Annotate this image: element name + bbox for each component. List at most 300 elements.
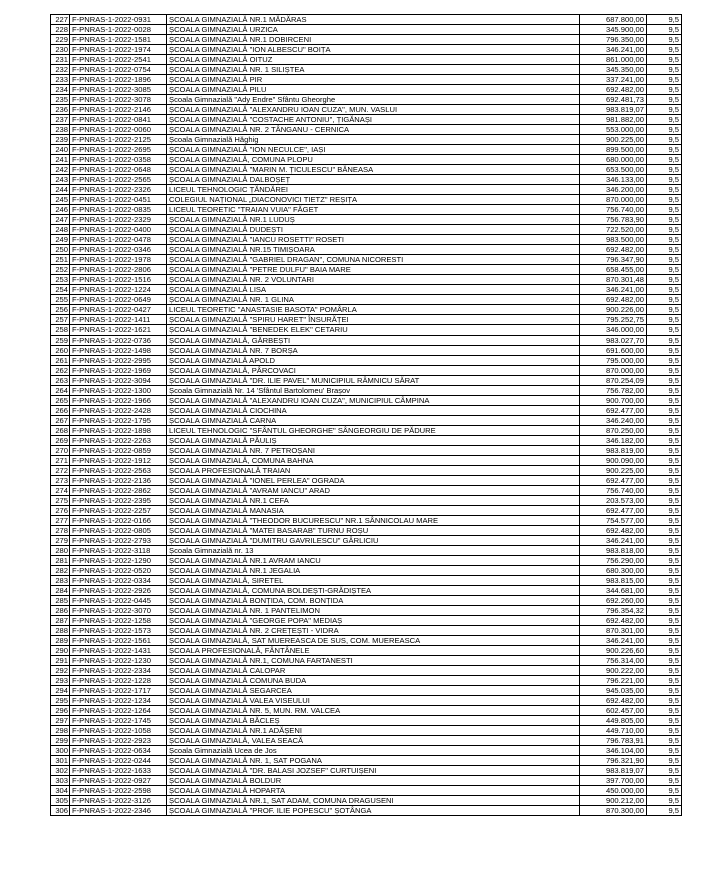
amount-cell: 796.321,90 — [580, 756, 647, 766]
row-number-cell: 295 — [51, 696, 70, 706]
row-number-cell: 246 — [51, 205, 70, 215]
project-code-cell: F-PNRAS-1-2022-2136 — [70, 475, 167, 485]
amount-cell: 449.805,00 — [580, 716, 647, 726]
amount-cell: 346.241,00 — [580, 285, 647, 295]
institution-name-cell: ȘCOALA GIMNAZIALĂ NR. 1, SAT POGANA — [167, 756, 580, 766]
project-code-cell: F-PNRAS-1-2022-1898 — [70, 425, 167, 435]
institution-name-cell: ȘCOALA GIMNAZIALĂ OITUZ — [167, 55, 580, 65]
amount-cell: 796.221,00 — [580, 676, 647, 686]
row-number-cell: 262 — [51, 365, 70, 375]
score-cell: 9,5 — [647, 385, 682, 395]
amount-cell: 692.482,00 — [580, 525, 647, 535]
table-row — [51, 535, 682, 545]
table-row — [51, 35, 682, 45]
row-number-cell: 255 — [51, 295, 70, 305]
score-cell: 9,5 — [647, 716, 682, 726]
score-cell: 9,5 — [647, 565, 682, 575]
institution-name-cell: ȘCOALA GIMNAZIALĂ, SIRETEL — [167, 575, 580, 585]
amount-cell: 756.740,00 — [580, 205, 647, 215]
amount-cell: 899.500,00 — [580, 145, 647, 155]
table-row — [51, 485, 682, 495]
score-cell: 9,5 — [647, 645, 682, 655]
project-code-cell: F-PNRAS-1-2022-1258 — [70, 615, 167, 625]
table-row — [51, 255, 682, 265]
amount-cell: 553.000,00 — [580, 125, 647, 135]
amount-cell: 680.000,00 — [580, 155, 647, 165]
project-code-cell: F-PNRAS-1-2022-2334 — [70, 666, 167, 676]
row-number-cell: 239 — [51, 135, 70, 145]
amount-cell: 346.133,00 — [580, 175, 647, 185]
project-code-cell: F-PNRAS-1-2022-2995 — [70, 355, 167, 365]
institution-name-cell: ȘCOALA GIMNAZIALĂ "BENEDEK ELEK" CETARIU — [167, 325, 580, 335]
table-row — [51, 275, 682, 285]
institution-name-cell: ȘCOALA GIMNAZIALĂ LISA — [167, 285, 580, 295]
amount-cell: 870.000,00 — [580, 195, 647, 205]
project-code-cell: F-PNRAS-1-2022-0346 — [70, 245, 167, 255]
amount-cell: 983.819,07 — [580, 105, 647, 115]
amount-cell: 346.241,00 — [580, 635, 647, 645]
institution-name-cell: ȘCOALA GIMNAZIALĂ NR. 7 BORȘA — [167, 345, 580, 355]
amount-cell: 756.782,00 — [580, 385, 647, 395]
score-cell: 9,5 — [647, 726, 682, 736]
score-cell: 9,5 — [647, 265, 682, 275]
table-row — [51, 766, 682, 776]
row-number-cell: 250 — [51, 245, 70, 255]
amount-cell: 900.226,00 — [580, 305, 647, 315]
institution-name-cell: ȘCOALA GIMNAZIALĂ SEGARCEA — [167, 686, 580, 696]
score-cell: 9,5 — [647, 615, 682, 625]
score-cell: 9,5 — [647, 185, 682, 195]
table-row — [51, 666, 682, 676]
project-code-cell: F-PNRAS-1-2022-1969 — [70, 365, 167, 375]
score-cell: 9,5 — [647, 85, 682, 95]
project-code-cell: F-PNRAS-1-2022-1621 — [70, 325, 167, 335]
amount-cell: 692.482,00 — [580, 696, 647, 706]
project-code-cell: F-PNRAS-1-2022-0634 — [70, 746, 167, 756]
institution-name-cell: LICEUL TEORETIC "ANASTASIE BASOTA" POMÂRLA — [167, 305, 580, 315]
row-number-cell: 272 — [51, 465, 70, 475]
row-number-cell: 258 — [51, 325, 70, 335]
score-cell: 9,5 — [647, 355, 682, 365]
amount-cell: 795.252,75 — [580, 315, 647, 325]
score-cell: 9,5 — [647, 736, 682, 746]
score-cell: 9,5 — [647, 525, 682, 535]
table-row — [51, 635, 682, 645]
amount-cell: 756.740,00 — [580, 485, 647, 495]
table-row — [51, 375, 682, 385]
institution-name-cell: ȘCOALA GIMNAZIALĂ "MARIN M. ȚICULESCU" BĂNEASA — [167, 165, 580, 175]
institution-name-cell: ȘCOALA GIMNAZIALĂ "GABRIEL DRAGAN", COMUNA NICORESTI — [167, 255, 580, 265]
project-code-cell: F-PNRAS-1-2022-1228 — [70, 676, 167, 686]
table-row — [51, 696, 682, 706]
institution-name-cell: Școala Gimnazială "Ady Endre" Sfântu Gheorghe — [167, 95, 580, 105]
table-row — [51, 125, 682, 135]
table-row — [51, 365, 682, 375]
amount-cell: 870.000,00 — [580, 365, 647, 375]
project-code-cell: F-PNRAS-1-2022-0166 — [70, 515, 167, 525]
table-row — [51, 95, 682, 105]
amount-cell: 796.350,00 — [580, 35, 647, 45]
project-code-cell: F-PNRAS-1-2022-1431 — [70, 645, 167, 655]
row-number-cell: 263 — [51, 375, 70, 385]
institution-name-cell: ȘCOALA GIMNAZIALĂ, COMUNA BAHNA — [167, 455, 580, 465]
score-cell: 9,5 — [647, 746, 682, 756]
table-row — [51, 415, 682, 425]
project-code-cell: F-PNRAS-1-2022-1966 — [70, 395, 167, 405]
amount-cell: 870.250,00 — [580, 425, 647, 435]
score-cell: 9,5 — [647, 345, 682, 355]
row-number-cell: 274 — [51, 485, 70, 495]
project-code-cell: F-PNRAS-1-2022-1717 — [70, 686, 167, 696]
row-number-cell: 257 — [51, 315, 70, 325]
project-code-cell: F-PNRAS-1-2022-2428 — [70, 405, 167, 415]
institution-name-cell: ȘCOALA GIMNAZIALĂ NR. 7 PETROȘANI — [167, 445, 580, 455]
score-cell: 9,5 — [647, 786, 682, 796]
institution-name-cell: ȘCOALA GIMNAZIALĂ NR. 1 PANTELIMON — [167, 605, 580, 615]
institution-name-cell: ȘCOALA GIMNAZIALĂ MANASIA — [167, 505, 580, 515]
project-code-cell: F-PNRAS-1-2022-0334 — [70, 575, 167, 585]
table-row — [51, 565, 682, 575]
row-number-cell: 251 — [51, 255, 70, 265]
institution-name-cell: ȘCOALA GIMNAZIALĂ NR.1 ADĂȘENI — [167, 726, 580, 736]
institution-name-cell: ȘCOALA GIMNAZIALĂ BOLDUR — [167, 776, 580, 786]
table-row — [51, 235, 682, 245]
table-row — [51, 245, 682, 255]
project-code-cell: F-PNRAS-1-2022-2326 — [70, 185, 167, 195]
score-cell: 9,5 — [647, 45, 682, 55]
table-row — [51, 585, 682, 595]
amount-cell: 900.212,00 — [580, 796, 647, 806]
institution-name-cell: ȘCOALA GIMNAZIALĂ "THEODOR BUCURESCU" NR.1 SÂNNICOLAU MARE — [167, 515, 580, 525]
project-code-cell: F-PNRAS-1-2022-2923 — [70, 736, 167, 746]
score-cell: 9,5 — [647, 195, 682, 205]
score-cell: 9,5 — [647, 575, 682, 585]
row-number-cell: 260 — [51, 345, 70, 355]
score-cell: 9,5 — [647, 255, 682, 265]
institution-name-cell: ȘCOALA GIMNAZIALĂ NR.1 AVRAM IANCU — [167, 555, 580, 565]
score-cell: 9,5 — [647, 95, 682, 105]
score-cell: 9,5 — [647, 135, 682, 145]
row-number-cell: 268 — [51, 425, 70, 435]
institution-name-cell: LICEUL TEORETIC "TRAIAN VUIA" FĂGET — [167, 205, 580, 215]
amount-cell: 692.482,00 — [580, 85, 647, 95]
row-number-cell: 237 — [51, 115, 70, 125]
score-cell: 9,5 — [647, 25, 682, 35]
table-row — [51, 285, 682, 295]
table-row — [51, 475, 682, 485]
amount-cell: 687.800,00 — [580, 15, 647, 25]
project-code-cell: F-PNRAS-1-2022-2125 — [70, 135, 167, 145]
table-row — [51, 545, 682, 555]
institution-name-cell: Școala Gimnazială Nr. 14 'Sfântul Bartolomeu' Brașov — [167, 385, 580, 395]
score-cell: 9,5 — [647, 115, 682, 125]
row-number-cell: 286 — [51, 605, 70, 615]
score-cell: 9,5 — [647, 535, 682, 545]
institution-name-cell: ȘCOALA GIMNAZIALĂ "DR. BALASI JOZSEF" CURTUIȘENI — [167, 766, 580, 776]
score-cell: 9,5 — [647, 335, 682, 345]
institution-name-cell: ȘCOALA GIMNAZIALĂ DUDEȘTI — [167, 225, 580, 235]
row-number-cell: 267 — [51, 415, 70, 425]
table-row — [51, 345, 682, 355]
row-number-cell: 302 — [51, 766, 70, 776]
row-number-cell: 227 — [51, 15, 70, 25]
institution-name-cell: ȘCOALA GIMNAZIALĂ BĂCLEȘ — [167, 716, 580, 726]
amount-cell: 691.600,00 — [580, 345, 647, 355]
table-row — [51, 656, 682, 666]
amount-cell: 900.226,60 — [580, 645, 647, 655]
institution-name-cell: ȘCOALA GIMNAZIALĂ HOPARTA — [167, 786, 580, 796]
institution-name-cell: ȘCOALA GIMNAZIALĂ NR.1 CEFA — [167, 495, 580, 505]
row-number-cell: 294 — [51, 686, 70, 696]
row-number-cell: 271 — [51, 455, 70, 465]
project-code-cell: F-PNRAS-1-2022-0244 — [70, 756, 167, 766]
institution-name-cell: ȘCOALA GIMNAZIALĂ "ALEXANDRU IOAN CUZA", MUNICIPIUL CÂMPINA — [167, 395, 580, 405]
score-cell: 9,5 — [647, 495, 682, 505]
institution-name-cell: ȘCOALA GIMNAZIALĂ CALOPAR — [167, 666, 580, 676]
project-code-cell: F-PNRAS-1-2022-1058 — [70, 726, 167, 736]
amount-cell: 983.818,00 — [580, 545, 647, 555]
score-cell: 9,5 — [647, 686, 682, 696]
institution-name-cell: ȘCOALA GIMNAZIALĂ NR.1 MĂDĂRAS — [167, 15, 580, 25]
amount-cell: 692.481,73 — [580, 95, 647, 105]
score-cell: 9,5 — [647, 285, 682, 295]
row-number-cell: 253 — [51, 275, 70, 285]
row-number-cell: 256 — [51, 305, 70, 315]
table-row — [51, 676, 682, 686]
score-cell: 9,5 — [647, 425, 682, 435]
amount-cell: 795.000,00 — [580, 355, 647, 365]
amount-cell: 900.225,00 — [580, 135, 647, 145]
table-row — [51, 706, 682, 716]
table-row — [51, 495, 682, 505]
project-code-cell: F-PNRAS-1-2022-2926 — [70, 585, 167, 595]
row-number-cell: 244 — [51, 185, 70, 195]
amount-cell: 983.819,07 — [580, 766, 647, 776]
score-cell: 9,5 — [647, 325, 682, 335]
table-row — [51, 15, 682, 25]
amount-cell: 692.477,00 — [580, 475, 647, 485]
project-code-cell: F-PNRAS-1-2022-1573 — [70, 625, 167, 635]
row-number-cell: 276 — [51, 505, 70, 515]
amount-cell: 692.477,00 — [580, 405, 647, 415]
project-code-cell: F-PNRAS-1-2022-0427 — [70, 305, 167, 315]
amount-cell: 692.260,00 — [580, 595, 647, 605]
table-row — [51, 295, 682, 305]
row-number-cell: 241 — [51, 155, 70, 165]
table-row — [51, 525, 682, 535]
project-code-cell: F-PNRAS-1-2022-1411 — [70, 315, 167, 325]
row-number-cell: 282 — [51, 565, 70, 575]
projects-table-body — [51, 15, 682, 816]
table-row — [51, 686, 682, 696]
project-code-cell: F-PNRAS-1-2022-0835 — [70, 205, 167, 215]
institution-name-cell: ȘCOALA GIMNAZIALĂ "IONEL PERLEA" OGRADA — [167, 475, 580, 485]
project-code-cell: F-PNRAS-1-2022-2793 — [70, 535, 167, 545]
amount-cell: 945.035,00 — [580, 686, 647, 696]
institution-name-cell: Școala Gimnazială Ucea de Jos — [167, 746, 580, 756]
row-number-cell: 303 — [51, 776, 70, 786]
row-number-cell: 279 — [51, 535, 70, 545]
row-number-cell: 273 — [51, 475, 70, 485]
institution-name-cell: ȘCOALA GIMNAZIALĂ, SAT MUEREASCA DE SUS, COM. MUEREASCA — [167, 635, 580, 645]
table-row — [51, 425, 682, 435]
institution-name-cell: ȘCOALA GIMNAZIALĂ CARNA — [167, 415, 580, 425]
amount-cell: 983.500,00 — [580, 235, 647, 245]
table-row — [51, 305, 682, 315]
amount-cell: 981.882,00 — [580, 115, 647, 125]
score-cell: 9,5 — [647, 796, 682, 806]
score-cell: 9,5 — [647, 445, 682, 455]
project-code-cell: F-PNRAS-1-2022-1230 — [70, 656, 167, 666]
score-cell: 9,5 — [647, 555, 682, 565]
institution-name-cell: ȘCOALA GIMNAZIALĂ CIOCHINA — [167, 405, 580, 415]
institution-name-cell: ȘCOALA GIMNAZIALĂ "PETRE DULFU" BAIA MARE — [167, 265, 580, 275]
score-cell: 9,5 — [647, 635, 682, 645]
project-code-cell: F-PNRAS-1-2022-0445 — [70, 595, 167, 605]
table-row — [51, 625, 682, 635]
row-number-cell: 289 — [51, 635, 70, 645]
institution-name-cell: ȘCOALA GIMNAZIALĂ PIR — [167, 75, 580, 85]
institution-name-cell: ȘCOALA GIMNAZIALĂ COMUNA BUDA — [167, 676, 580, 686]
score-cell: 9,5 — [647, 395, 682, 405]
institution-name-cell: ȘCOALA GIMNAZIALĂ "ION ALBESCU" BOIȚA — [167, 45, 580, 55]
table-row — [51, 645, 682, 655]
row-number-cell: 293 — [51, 676, 70, 686]
row-number-cell: 234 — [51, 85, 70, 95]
score-cell: 9,5 — [647, 515, 682, 525]
project-code-cell: F-PNRAS-1-2022-0927 — [70, 776, 167, 786]
institution-name-cell: ȘCOALA GIMNAZIALĂ NR.1 JEGALIA — [167, 565, 580, 575]
project-code-cell: F-PNRAS-1-2022-1745 — [70, 716, 167, 726]
row-number-cell: 281 — [51, 555, 70, 565]
institution-name-cell: ȘCOALA GIMNAZIALĂ, COMUNA PLOPU — [167, 155, 580, 165]
score-cell: 9,5 — [647, 235, 682, 245]
row-number-cell: 305 — [51, 796, 70, 806]
row-number-cell: 230 — [51, 45, 70, 55]
institution-name-cell: ȘCOALA GIMNAZIALĂ, COMUNA BOLDEȘTI-GRĂDIȘTEA — [167, 585, 580, 595]
amount-cell: 346.241,00 — [580, 45, 647, 55]
amount-cell: 345.350,00 — [580, 65, 647, 75]
amount-cell: 983.027,70 — [580, 335, 647, 345]
table-row — [51, 325, 682, 335]
score-cell: 9,5 — [647, 415, 682, 425]
institution-name-cell: ȘCOALA GIMNAZIALĂ VALEA VISEULUI — [167, 696, 580, 706]
score-cell: 9,5 — [647, 15, 682, 25]
amount-cell: 653.500,00 — [580, 165, 647, 175]
amount-cell: 346.000,00 — [580, 325, 647, 335]
project-code-cell: F-PNRAS-1-2022-0028 — [70, 25, 167, 35]
institution-name-cell: ȘCOALA GIMNAZIALĂ "GEORGE POPA" MEDIAȘ — [167, 615, 580, 625]
amount-cell: 692.477,00 — [580, 505, 647, 515]
score-cell: 9,5 — [647, 65, 682, 75]
row-number-cell: 245 — [51, 195, 70, 205]
row-number-cell: 265 — [51, 395, 70, 405]
project-code-cell: F-PNRAS-1-2022-1896 — [70, 75, 167, 85]
institution-name-cell: ȘCOALA GIMNAZIALĂ URZICA — [167, 25, 580, 35]
table-row — [51, 335, 682, 345]
table-row — [51, 225, 682, 235]
table-row — [51, 435, 682, 445]
amount-cell: 346.240,00 — [580, 415, 647, 425]
table-row — [51, 455, 682, 465]
table-row — [51, 405, 682, 415]
project-code-cell: F-PNRAS-1-2022-2329 — [70, 215, 167, 225]
project-code-cell: F-PNRAS-1-2022-2263 — [70, 435, 167, 445]
table-row — [51, 575, 682, 585]
project-code-cell: F-PNRAS-1-2022-1912 — [70, 455, 167, 465]
table-row — [51, 55, 682, 65]
project-code-cell: F-PNRAS-1-2022-0754 — [70, 65, 167, 75]
project-code-cell: F-PNRAS-1-2022-3094 — [70, 375, 167, 385]
amount-cell: 900.700,00 — [580, 395, 647, 405]
table-row — [51, 746, 682, 756]
table-row — [51, 796, 682, 806]
project-code-cell: F-PNRAS-1-2022-1224 — [70, 285, 167, 295]
institution-name-cell: COLEGIUL NAȚIONAL „DIACONOVICI TIETZ" REȘIȚA — [167, 195, 580, 205]
row-number-cell: 261 — [51, 355, 70, 365]
table-row — [51, 115, 682, 125]
row-number-cell: 229 — [51, 35, 70, 45]
score-cell: 9,5 — [647, 205, 682, 215]
project-code-cell: F-PNRAS-1-2022-2346 — [70, 806, 167, 816]
amount-cell: 983.815,00 — [580, 575, 647, 585]
score-cell: 9,5 — [647, 225, 682, 235]
institution-name-cell: Școala Gimnazială nr. 13 — [167, 545, 580, 555]
row-number-cell: 277 — [51, 515, 70, 525]
table-row — [51, 85, 682, 95]
table-row — [51, 105, 682, 115]
project-code-cell: F-PNRAS-1-2022-0648 — [70, 165, 167, 175]
project-code-cell: F-PNRAS-1-2022-0805 — [70, 525, 167, 535]
row-number-cell: 264 — [51, 385, 70, 395]
project-code-cell: F-PNRAS-1-2022-2695 — [70, 145, 167, 155]
institution-name-cell: LICEUL TEHNOLOGIC ȚĂNDĂREI — [167, 185, 580, 195]
institution-name-cell: ȘCOALA GIMNAZIALĂ NR. 2 VOLUNTARI — [167, 275, 580, 285]
project-code-cell: F-PNRAS-1-2022-1978 — [70, 255, 167, 265]
row-number-cell: 249 — [51, 235, 70, 245]
score-cell: 9,5 — [647, 676, 682, 686]
score-cell: 9,5 — [647, 175, 682, 185]
institution-name-cell: ȘCOALA GIMNAZIALĂ NR. 5, MUN. RM. VALCEA — [167, 706, 580, 716]
row-number-cell: 231 — [51, 55, 70, 65]
project-code-cell: F-PNRAS-1-2022-1561 — [70, 635, 167, 645]
score-cell: 9,5 — [647, 165, 682, 175]
row-number-cell: 232 — [51, 65, 70, 75]
row-number-cell: 297 — [51, 716, 70, 726]
project-code-cell: F-PNRAS-1-2022-0478 — [70, 235, 167, 245]
institution-name-cell: ȘCOALA GIMNAZIALĂ NR.1, COMUNA FARTANESTI — [167, 656, 580, 666]
row-number-cell: 252 — [51, 265, 70, 275]
project-code-cell: F-PNRAS-1-2022-2862 — [70, 485, 167, 495]
institution-name-cell: ȘCOALA GIMNAZIALĂ "AVRAM IANCU" ARAD — [167, 485, 580, 495]
project-code-cell: F-PNRAS-1-2022-1498 — [70, 345, 167, 355]
row-number-cell: 270 — [51, 445, 70, 455]
score-cell: 9,5 — [647, 155, 682, 165]
score-cell: 9,5 — [647, 595, 682, 605]
table-row — [51, 385, 682, 395]
amount-cell: 692.482,00 — [580, 295, 647, 305]
score-cell: 9,5 — [647, 706, 682, 716]
table-row — [51, 135, 682, 145]
row-number-cell: 236 — [51, 105, 70, 115]
row-number-cell: 278 — [51, 525, 70, 535]
project-code-cell: F-PNRAS-1-2022-1581 — [70, 35, 167, 45]
row-number-cell: 292 — [51, 666, 70, 676]
score-cell: 9,5 — [647, 105, 682, 115]
institution-name-cell: ȘCOALA GIMNAZIALĂ DALBOȘEȚ — [167, 175, 580, 185]
score-cell: 9,5 — [647, 295, 682, 305]
row-number-cell: 291 — [51, 656, 70, 666]
